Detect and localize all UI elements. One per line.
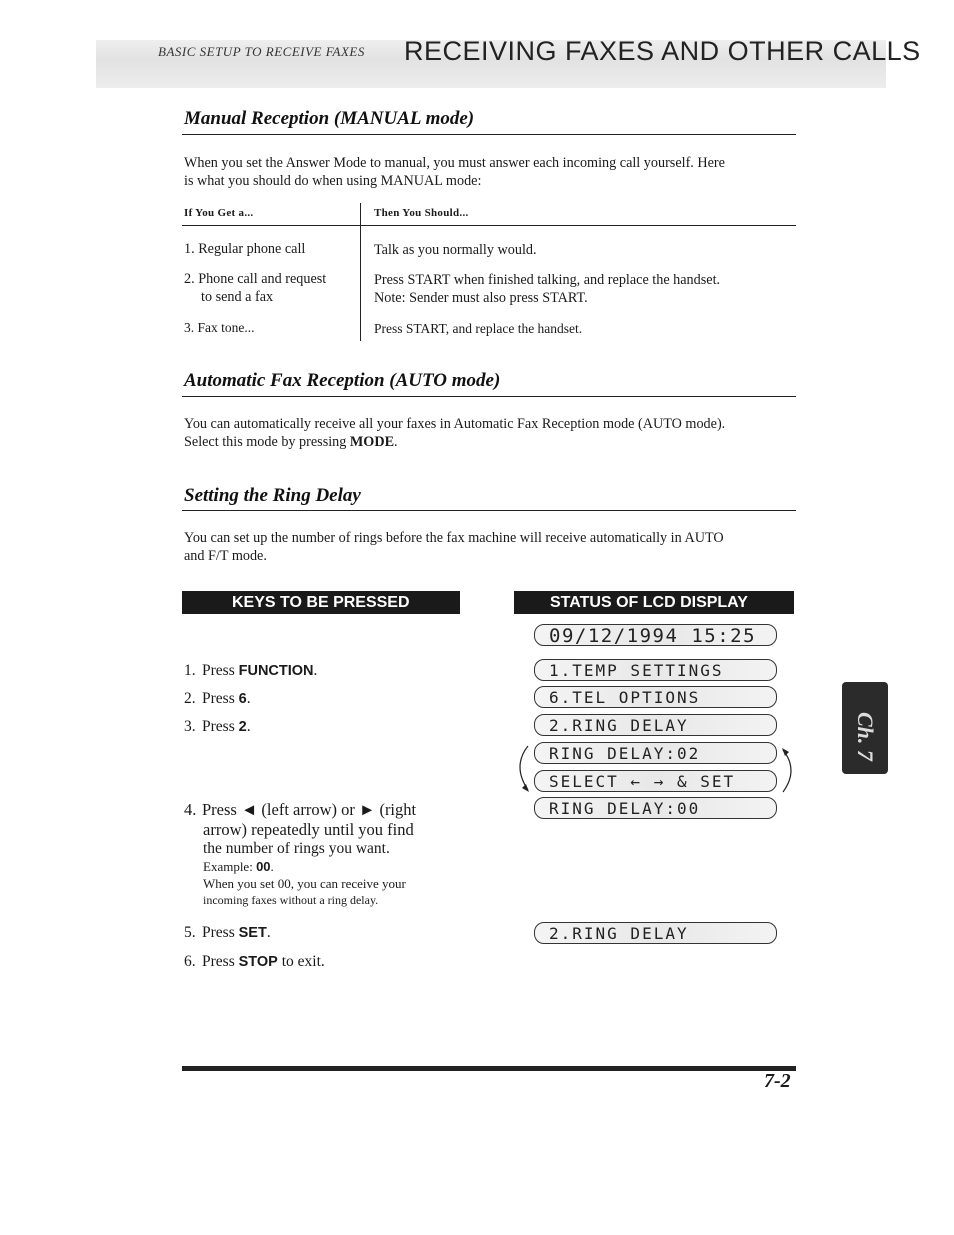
step-number: 3. — [184, 718, 196, 735]
step-3 — [184, 717, 251, 737]
chapter-title: RECEIVING FAXES AND OTHER CALLS — [404, 36, 921, 66]
table-col2-header: Then You Should... — [374, 207, 469, 219]
example-end: . — [270, 859, 274, 874]
manual-intro-line2: is what you should do when using MANUAL mode: — [184, 173, 482, 189]
step-4-line3: the number of rings you want. — [203, 840, 390, 857]
auto-reception-heading: Automatic Fax Reception (AUTO mode) — [184, 370, 501, 391]
table-row2-case-line2: to send a fax — [201, 289, 274, 305]
table-divider-horizontal — [182, 225, 796, 226]
manual-reception-heading: Manual Reception (MANUAL mode) — [184, 108, 475, 129]
heading-rule — [182, 134, 796, 135]
step-text-end: . — [266, 924, 271, 941]
keys-to-be-pressed-banner: KEYS TO BE PRESSED — [182, 591, 460, 614]
step-5 — [184, 923, 271, 943]
table-row1-action: Talk as you normally would. — [374, 242, 537, 258]
step-4-line2: arrow) repeatedly until you find — [203, 820, 414, 839]
status-of-lcd-display-banner: STATUS OF LCD DISPLAY — [514, 591, 794, 614]
step-text: Press — [202, 690, 239, 707]
key-2-label: 2 — [238, 719, 247, 735]
step-number: 6. — [184, 953, 196, 970]
step-text-end: . — [313, 662, 318, 679]
chapter-tab-label: Ch. 7 — [853, 712, 878, 761]
ring-delay-heading: Setting the Ring Delay — [184, 485, 361, 506]
footer-rule — [182, 1066, 796, 1071]
example-label: Example: — [203, 859, 257, 874]
table-row2-case-line1: 2. Phone call and request — [184, 271, 327, 287]
header-breadcrumb: BASIC SETUP TO RECEIVE FAXES — [158, 44, 365, 59]
table-row2-action-line1: Press START when finished talking, and replace the handset. — [374, 272, 721, 288]
table-row1-case: 1. Regular phone call — [184, 241, 306, 257]
table-row2-case — [184, 270, 326, 306]
step-6 — [184, 952, 325, 972]
page-number: 7-2 — [764, 1070, 791, 1092]
lcd-ring-delay-final: 2.RING DELAY — [534, 922, 777, 944]
manual-intro — [184, 154, 802, 190]
step-number: 4. — [184, 800, 197, 819]
chapter-side-tab — [842, 682, 888, 774]
step-text: Press — [202, 924, 239, 941]
step-4-example — [203, 858, 274, 875]
table-row3-action: Press START, and replace the handset. — [374, 321, 583, 336]
heading-rule — [182, 510, 796, 511]
step-number: 1. — [184, 662, 196, 679]
step-text: Press — [202, 953, 239, 970]
step-2 — [184, 689, 251, 709]
lcd-temp-settings: 1.TEMP SETTINGS — [534, 659, 777, 681]
manual-intro-line1: When you set the Answer Mode to manual, you must answer each incoming call yourself. Here — [184, 155, 725, 171]
key-6-label: 6 — [238, 691, 247, 707]
step-text: Press — [202, 718, 239, 735]
ring-delay-description — [184, 529, 802, 565]
function-key-label: FUNCTION — [238, 663, 314, 679]
set-key-label: SET — [238, 925, 267, 941]
step-number: 5. — [184, 924, 196, 941]
table-row2-action-line2: Note: Sender must also press START. — [374, 290, 588, 306]
step-number: 2. — [184, 690, 196, 707]
step-4 — [184, 800, 416, 820]
step-1 — [184, 661, 317, 681]
stop-key-label: STOP — [238, 954, 278, 970]
lcd-ring-delay-00: RING DELAY:00 — [534, 797, 777, 819]
lcd-ring-delay-menu: 2.RING DELAY — [534, 714, 777, 736]
lcd-date-time: 09/12/1994 15:25 — [534, 624, 777, 646]
lcd-tel-options: 6.TEL OPTIONS — [534, 686, 777, 708]
step-4-note-line1: When you set 00, you can receive your — [203, 876, 406, 891]
lcd-select-set: SELECT ← → & SET — [534, 770, 777, 792]
heading-rule — [182, 396, 796, 397]
table-row2-action — [374, 271, 720, 307]
ring-delay-line2: and F/T mode. — [184, 548, 267, 564]
example-value: 00 — [256, 859, 271, 874]
auto-description — [184, 415, 802, 451]
alternating-display-left-bracket-icon — [508, 742, 532, 798]
alternating-display-right-bracket-icon — [779, 742, 803, 798]
step-text-end: . — [246, 690, 251, 707]
auto-description-line1: You can automatically receive all your faxes in Automatic Fax Reception mode (AUTO mode). — [184, 416, 726, 432]
auto-line2-text: Select this mode by pressing — [184, 434, 350, 450]
mode-key-label: MODE — [349, 434, 395, 450]
table-col1-header: If You Get a... — [184, 207, 254, 219]
step-4-line1: Press ◄ (left arrow) or ► (right — [202, 800, 417, 819]
step-text-end: to exit. — [277, 953, 325, 970]
step-4-note-line2: incoming faxes without a ring delay. — [203, 893, 379, 907]
ring-delay-line1: You can set up the number of rings before the fax machine will receive automatically in AUTO — [184, 530, 724, 546]
step-text: Press — [202, 662, 239, 679]
lcd-ring-delay-02: RING DELAY:02 — [534, 742, 777, 764]
auto-line2-end: . — [394, 434, 398, 450]
table-divider-vertical — [360, 203, 361, 341]
auto-description-line2 — [184, 433, 802, 451]
step-text-end: . — [246, 718, 251, 735]
table-row3-case: 3. Fax tone... — [184, 320, 255, 335]
